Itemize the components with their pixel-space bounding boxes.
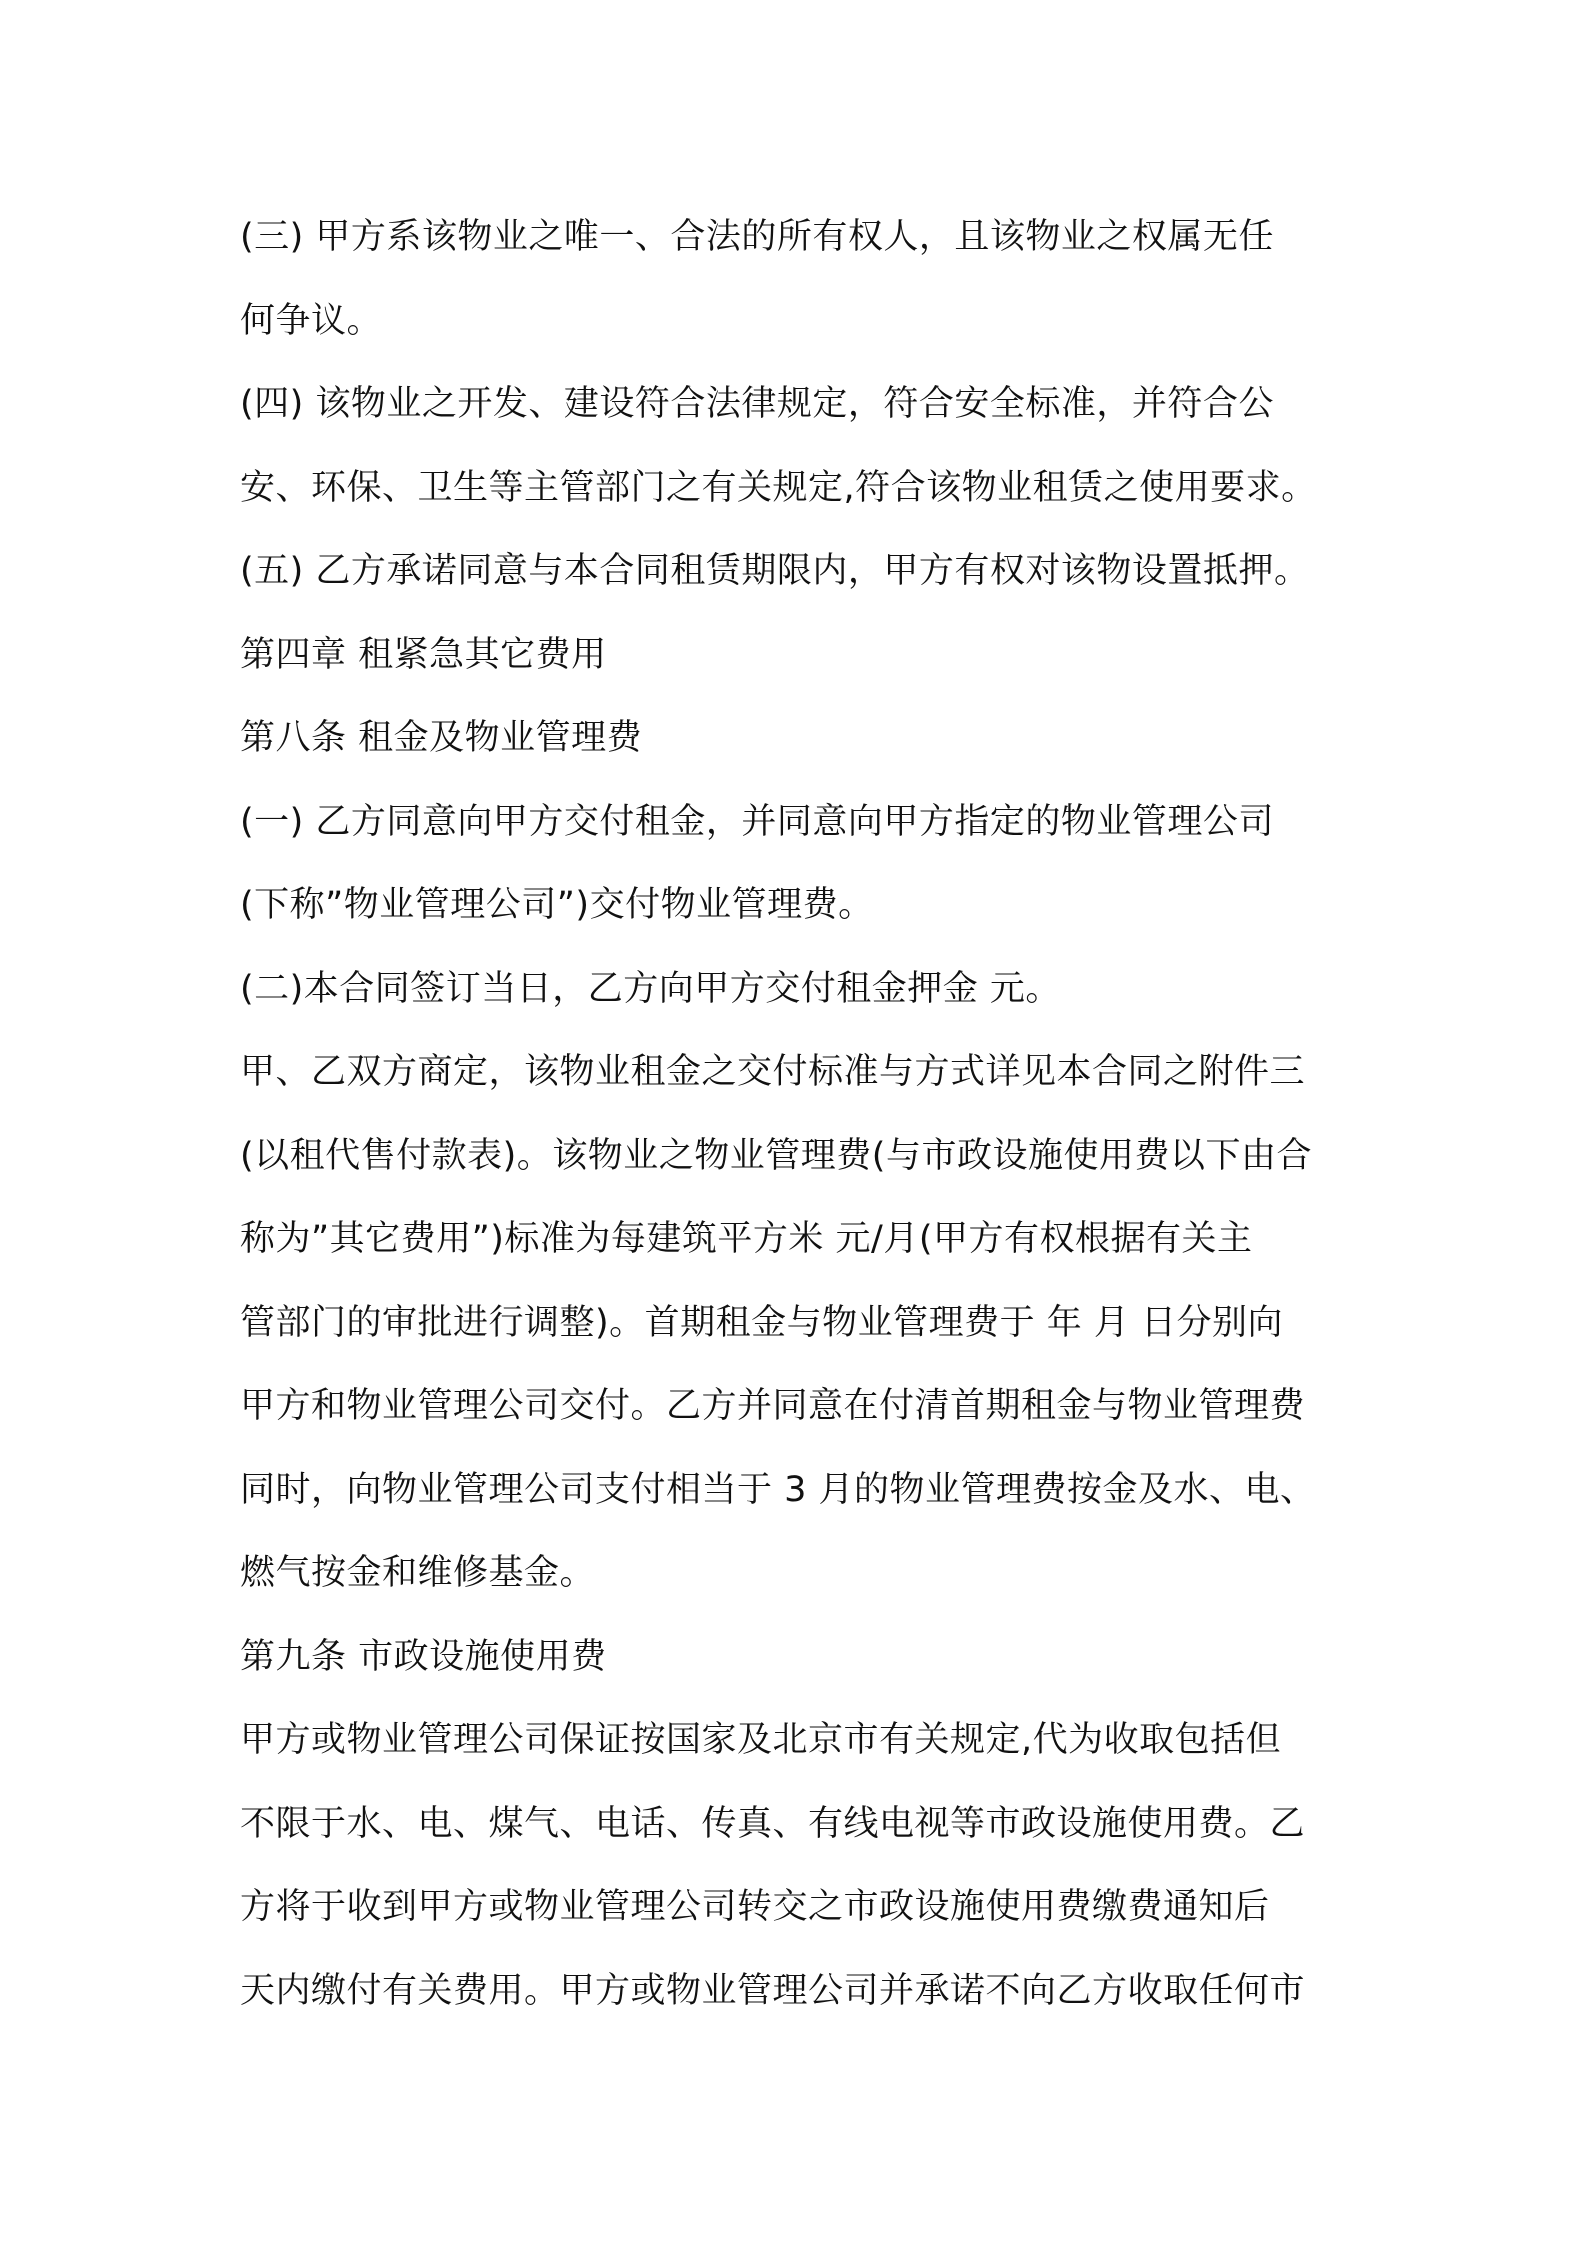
text-line: (下称”物业管理公司”)交付物业管理费。 xyxy=(240,885,874,925)
document-body xyxy=(240,196,1360,2033)
text-line: 管部门的审批进行调整)。首期租金与物业管理费于 年 月 日分别向 xyxy=(240,1302,1284,1343)
text-line: 安、环保、卫生等主管部门之有关规定,符合该物业租赁之使用要求。 xyxy=(240,467,1317,508)
text-line: (二)本合同签订当日，乙方向甲方交付租金押金 元。 xyxy=(240,968,1061,1009)
text-line: (五) 乙方承诺同意与本合同租赁期限内，甲方有权对该物设置抵押。 xyxy=(240,551,1310,591)
text-line: (三) 甲方系该物业之唯一、合法的所有权人，且该物业之权属无任 xyxy=(240,217,1274,257)
text-line: 甲、乙双方商定，该物业租金之交付标准与方式详见本合同之附件三 xyxy=(240,1052,1306,1092)
text-line: (四) 该物业之开发、建设符合法律规定，符合安全标准，并符合公 xyxy=(240,384,1274,424)
chapter-heading: 第四章 租紧急其它费用 xyxy=(240,634,607,675)
text-line: 方将于收到甲方或物业管理公司转交之市政设施使用费缴费通知后 xyxy=(240,1887,1270,1927)
text-line: (以租代售付款表)。该物业之物业管理费(与市政设施使用费以下由合 xyxy=(240,1135,1312,1176)
text-line: 同时，向物业管理公司支付相当于 3 月的物业管理费按金及水、电、 xyxy=(240,1469,1316,1510)
text-line: 不限于水、电、煤气、电话、传真、有线电视等市政设施使用费。乙 xyxy=(240,1803,1306,1844)
text-line: 何争议。 xyxy=(240,300,383,341)
text-line: 称为”其它费用”)标准为每建筑平方米 元/月(甲方有权根据有关主 xyxy=(240,1219,1253,1259)
text-line: 甲方或物业管理公司保证按国家及北京市有关规定,代为收取包括但 xyxy=(240,1720,1282,1760)
text-line: (一) 乙方同意向甲方交付租金，并同意向甲方指定的物业管理公司 xyxy=(240,801,1274,842)
text-line: 天内缴付有关费用。甲方或物业管理公司并承诺不向乙方收取任何市 xyxy=(240,1970,1306,2011)
article-heading: 第八条 租金及物业管理费 xyxy=(240,718,643,758)
article-heading: 第九条 市政设施使用费 xyxy=(240,1636,607,1677)
text-line: 甲方和物业管理公司交付。乙方并同意在付清首期租金与物业管理费 xyxy=(240,1386,1306,1426)
text-line: 燃气按金和维修基金。 xyxy=(240,1553,596,1593)
